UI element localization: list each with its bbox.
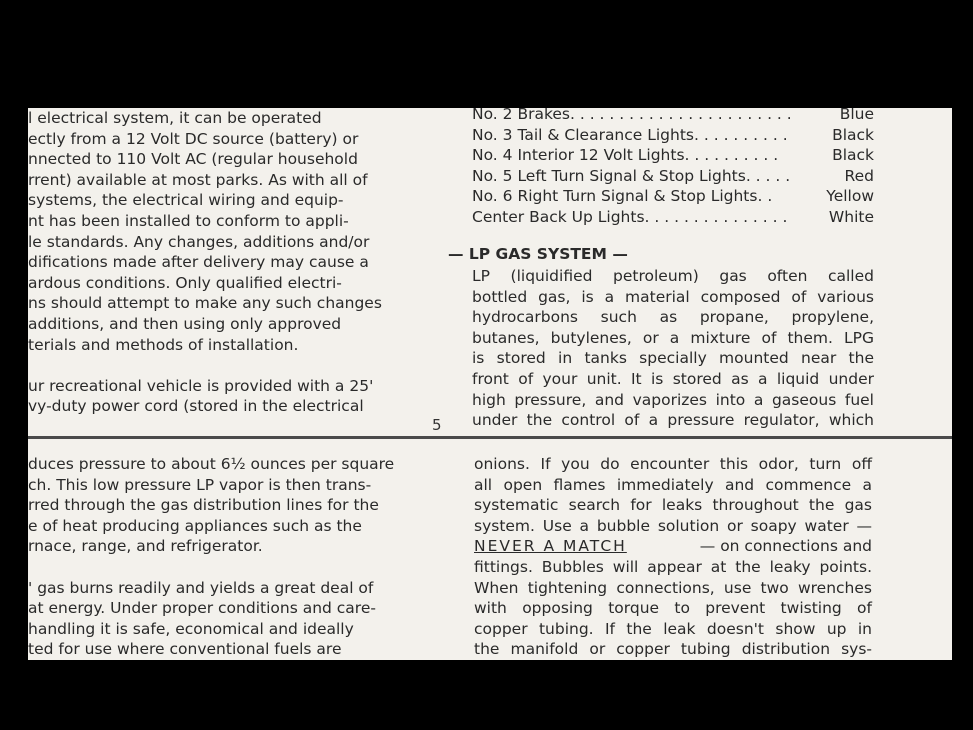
dot-leader: . . bbox=[757, 187, 773, 206]
wire-color: Red bbox=[844, 166, 874, 185]
text-line: systematic search for leaks throughout the gas bbox=[474, 496, 872, 515]
text-line: rred through the gas distribution lines for the bbox=[28, 496, 379, 515]
dot-leader: . . . . . . . . . . bbox=[694, 125, 788, 144]
text-line: all open flames immediately and commence a bbox=[474, 475, 872, 494]
text-line: LP (liquidified petroleum) gas often called bbox=[472, 267, 874, 285]
text-line: is stored in tanks specially mounted near the bbox=[472, 349, 874, 368]
wire-label: No. 2 Brakes bbox=[472, 108, 570, 123]
wire-color: Black bbox=[832, 146, 874, 165]
text-line: with opposing torque to prevent twisting of bbox=[474, 599, 872, 618]
wire-color-row bbox=[472, 186, 874, 207]
wire-color: Black bbox=[832, 125, 874, 144]
text-line: ' gas burns readily and yields a great deal of bbox=[28, 578, 374, 597]
wire-label: No. 5 Left Turn Signal & Stop Lights bbox=[472, 166, 746, 185]
text-line: fittings. Bubbles will appear at the leaky points. bbox=[474, 558, 872, 576]
text-line: le standards. Any changes, additions and/or bbox=[28, 232, 370, 251]
top-page-panel bbox=[28, 108, 952, 438]
text-line: ardous conditions. Only qualified electri- bbox=[28, 273, 342, 292]
text-line: duces pressure to about 6½ ounces per square bbox=[28, 455, 395, 473]
text-line: under the control of a pressure regulator, which bbox=[472, 411, 874, 430]
text-line: bottled gas, is a material composed of various bbox=[472, 287, 874, 306]
wire-color-row bbox=[472, 125, 874, 146]
wire-color-row bbox=[472, 145, 874, 166]
text-line: system. Use a bubble solution or soapy water — bbox=[474, 516, 872, 535]
warning-line bbox=[474, 536, 872, 557]
text-line: onions. If you do encounter this odor, turn off bbox=[474, 455, 872, 473]
section-heading: — LP GAS SYSTEM — bbox=[448, 245, 628, 263]
text-line: l electrical system, it can be operated bbox=[28, 109, 322, 127]
text-line: high pressure, and vaporizes into a gaseous fuel bbox=[472, 390, 874, 409]
bottom-page-panel bbox=[28, 438, 952, 660]
wire-label: No. 3 Tail & Clearance Lights bbox=[472, 125, 695, 144]
text-line: nt has been installed to conform to appli- bbox=[28, 212, 349, 230]
text-line: hydrocarbons such as propane, propylene, bbox=[472, 308, 874, 327]
text-line: e of heat producing appliances such as the bbox=[28, 516, 362, 535]
warning-tail: — on connections and bbox=[699, 537, 872, 556]
text-line: butanes, butylenes, or a mixture of them. LPG bbox=[472, 328, 874, 347]
text-line: ur recreational vehicle is provided with a 25' bbox=[28, 376, 374, 395]
wire-label: No. 4 Interior 12 Volt Lights bbox=[472, 146, 685, 165]
text-line: rrent) available at most parks. As with all of bbox=[28, 170, 368, 189]
manual-page bbox=[28, 108, 952, 660]
text-line: ectly from a 12 Volt DC source (battery) or bbox=[28, 129, 359, 148]
text-line: at energy. Under proper conditions and care- bbox=[28, 599, 376, 618]
page-number: 5 bbox=[432, 416, 442, 434]
wire-color-row bbox=[472, 207, 874, 228]
text-line: additions, and then using only approved bbox=[28, 315, 342, 333]
text-line: vy-duty power cord (stored in the electrical bbox=[28, 397, 364, 416]
wire-color: White bbox=[828, 208, 874, 226]
text-line: ch. This low pressure LP vapor is then trans- bbox=[28, 475, 372, 494]
wire-color: Yellow bbox=[826, 187, 874, 206]
text-line: difications made after delivery may cause a bbox=[28, 253, 369, 272]
text-line: front of your unit. It is stored as a liquid under bbox=[472, 370, 874, 388]
text-line: systems, the electrical wiring and equip- bbox=[28, 191, 344, 210]
text-line: rnace, range, and refrigerator. bbox=[28, 537, 263, 556]
wire-label: Center Back Up Lights bbox=[472, 208, 645, 226]
wire-label: No. 6 Right Turn Signal & Stop Lights bbox=[472, 187, 758, 206]
text-line: terials and methods of installation. bbox=[28, 335, 299, 354]
wire-color-row bbox=[472, 166, 874, 187]
never-a-match-warning: NEVER A MATCH bbox=[474, 537, 627, 556]
dot-leader: . . . . . . . . . . . . . . . . . . . . . . . bbox=[570, 108, 792, 123]
text-line: ted for use where conventional fuels are bbox=[28, 640, 342, 659]
wire-color: Blue bbox=[839, 108, 874, 123]
dot-leader: . . . . . . . . . . bbox=[684, 146, 779, 165]
text-line: copper tubing. If the leak doesn't show up in bbox=[474, 619, 872, 638]
text-line: handling it is safe, economical and ideally bbox=[28, 619, 354, 638]
wire-color-row bbox=[472, 108, 874, 125]
text-line: the manifold or copper tubing distribution sys- bbox=[474, 640, 872, 659]
text-line: When tightening connections, use two wrenches bbox=[474, 578, 872, 597]
text-line: nnected to 110 Volt AC (regular household bbox=[28, 150, 358, 169]
dot-leader: . . . . . . . . . . . . . . . bbox=[644, 208, 788, 226]
dot-leader: . . . . . bbox=[745, 166, 791, 185]
text-line: ns should attempt to make any such changes bbox=[28, 294, 382, 313]
